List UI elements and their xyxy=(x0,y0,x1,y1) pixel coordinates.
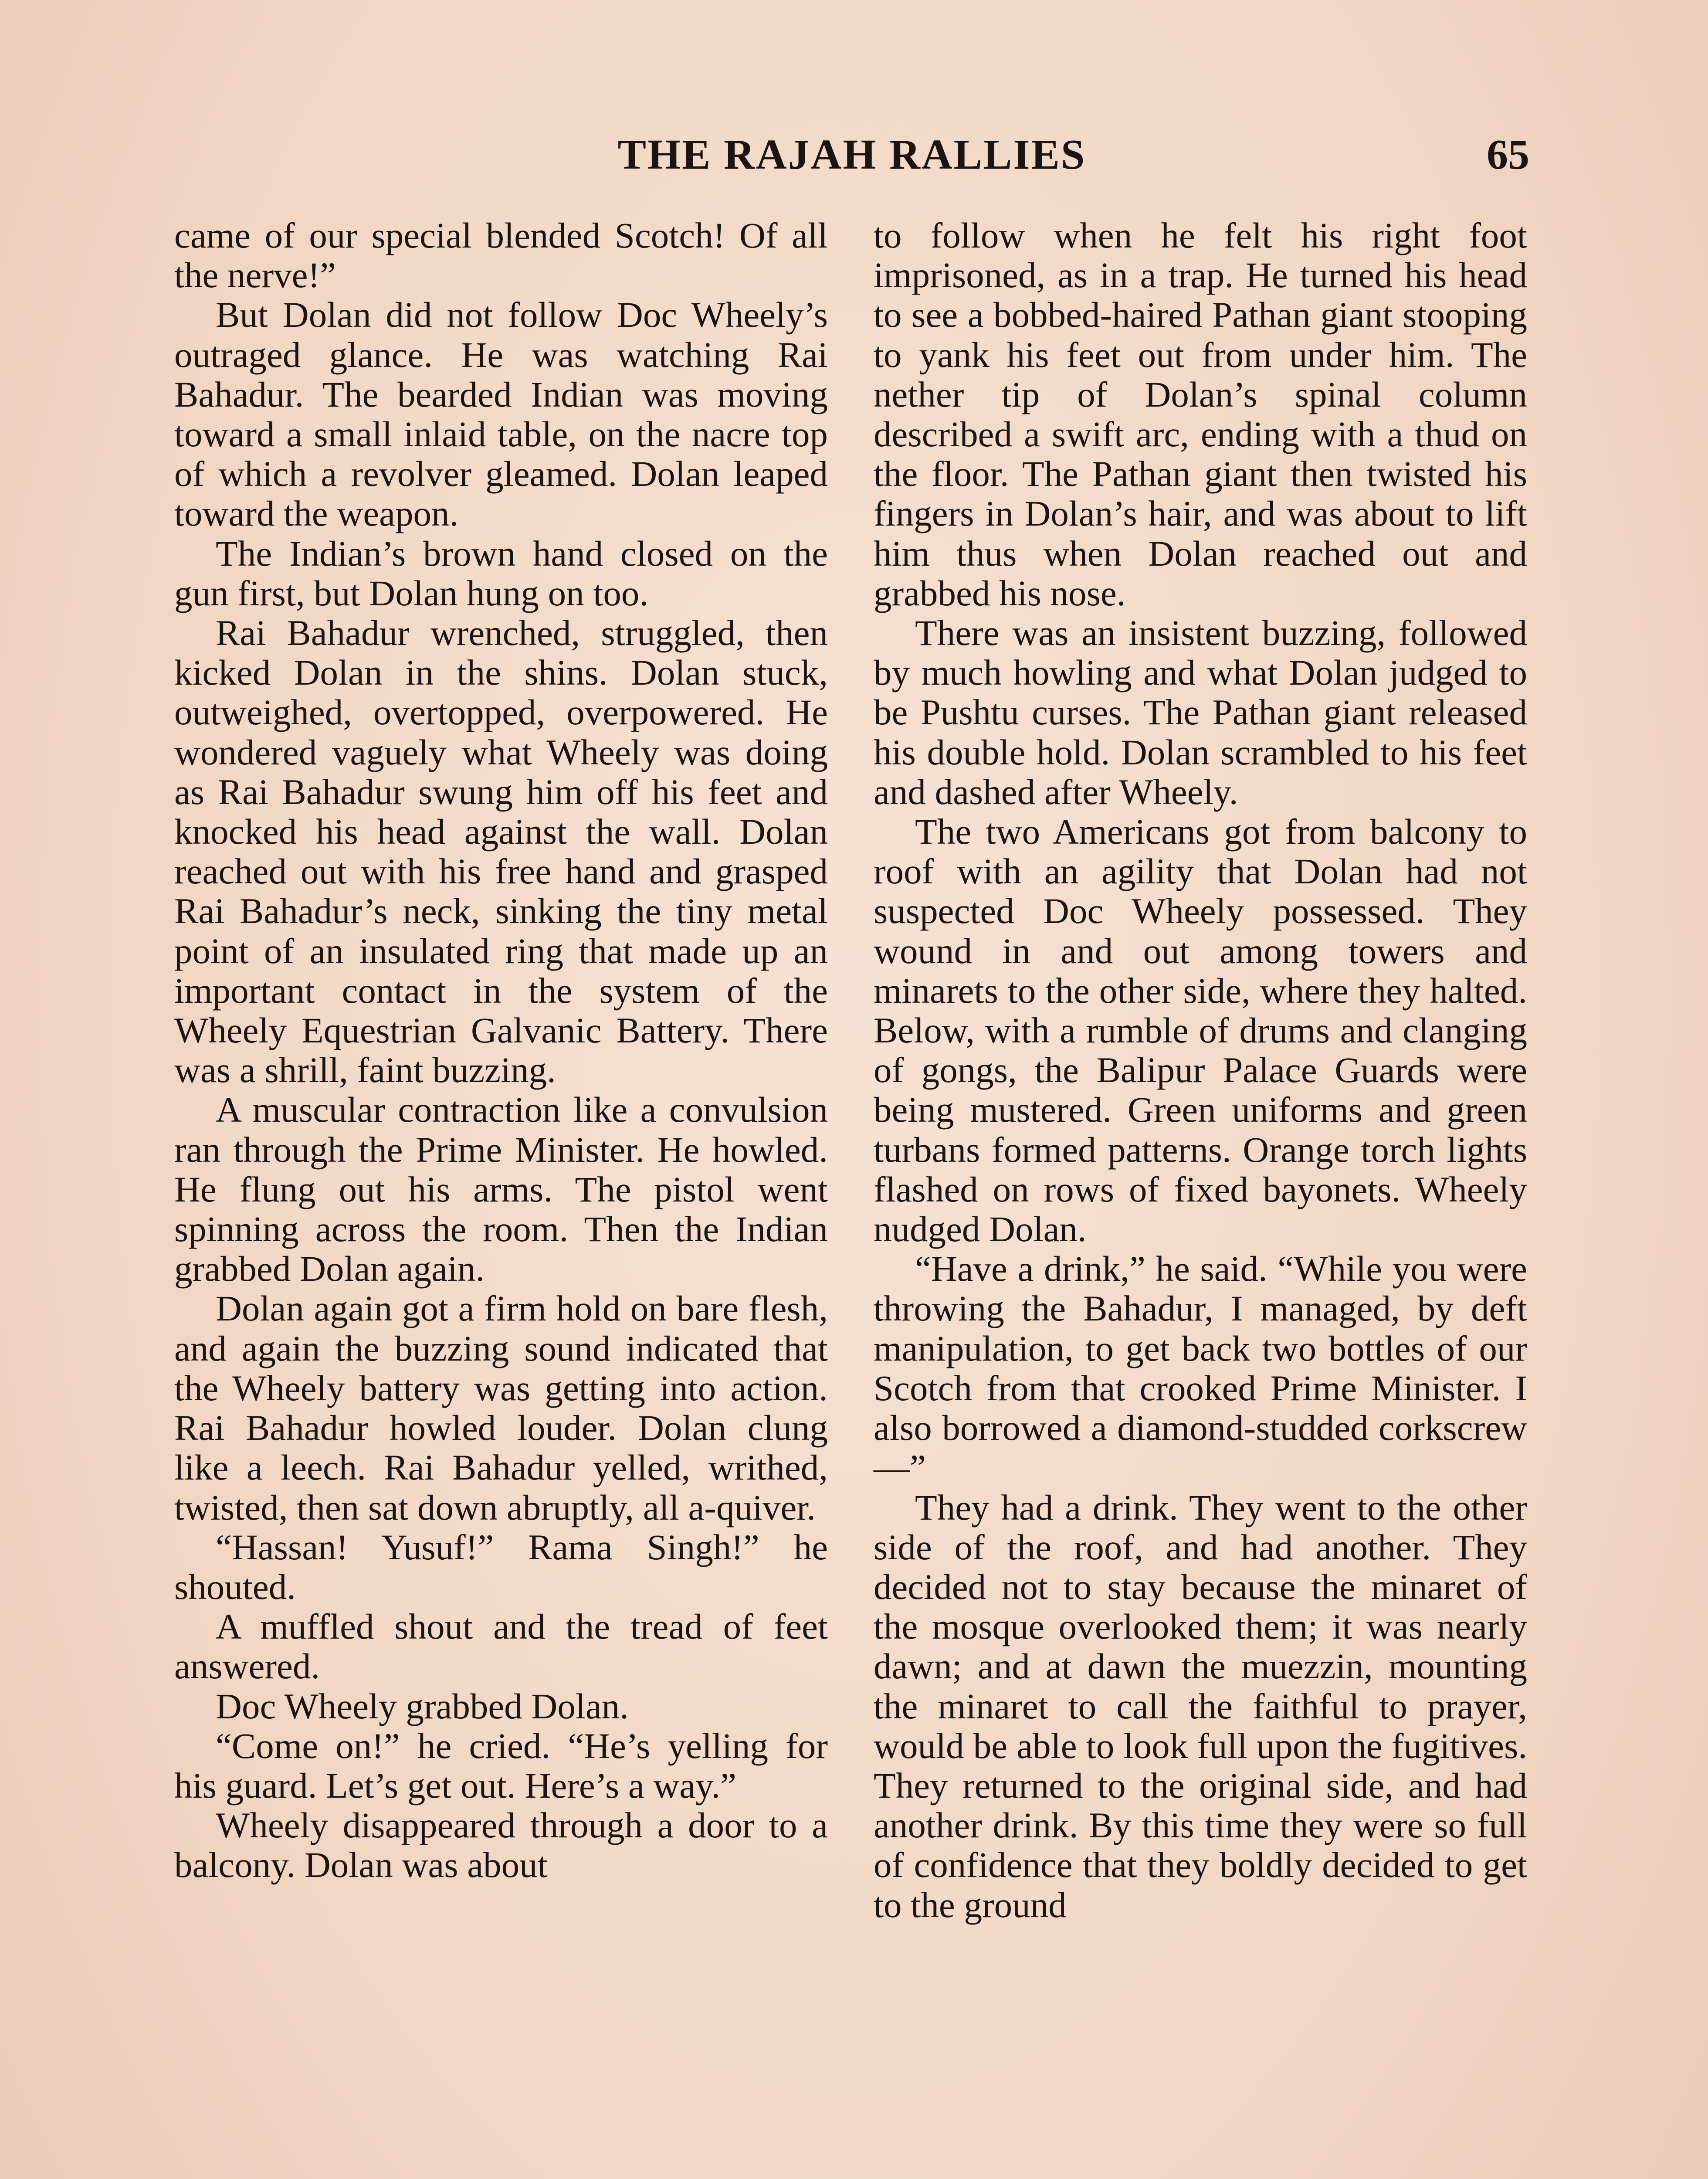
paragraph: came of our special blended Scotch! Of all the nerve!” xyxy=(174,215,828,295)
left-column xyxy=(174,216,828,1885)
page-number: 65 xyxy=(1487,131,1529,178)
running-title: THE RAJAH RALLIES xyxy=(617,131,1086,178)
page-header xyxy=(174,126,1529,187)
paragraph: A muffled shout and the tread of feet answered. xyxy=(174,1606,828,1687)
paragraph: to follow when he felt his right foot imprisoned, as in a trap. He turned his head to see a bobbed-haired Pathan giant stooping to yank his feet out from under him. The nether tip of Dolan’s spinal column described a swift arc, ending with a thud on the floor. The Pathan giant then twisted his fingers in Dolan’s hair, and was about to lift him thus when Dolan reached out and grabbed his nose. xyxy=(874,215,1527,613)
paragraph: Dolan again got a firm hold on bare flesh, and again the buzzing sound indicated that the Wheely battery was getting into action. Rai Bahadur howled louder. Dolan clung like a leech. Rai Bahadur yelled, writhed, twisted, then sat down abruptly, all a-quiver. xyxy=(174,1288,828,1527)
right-column xyxy=(874,216,1527,1925)
paragraph: “Hassan! Yusuf!” Rama Singh!” he shouted. xyxy=(174,1527,828,1607)
paragraph: Wheely disappeared through a door to a balcony. Dolan was about xyxy=(174,1805,828,1885)
paragraph: Rai Bahadur wrenched, struggled, then kicked Dolan in the shins. Dolan stuck, outweighed, overtopped, overpowered. He wondered vaguely what Wheely was doing as Rai Bahadur swung him off his feet and knocked his head against the wall. Dolan reached out with his free hand and grasped Rai Bahadur’s neck, sinking the tiny metal point of an insulated ring that made up an important contact in the system of the Wheely Equestrian Galvanic Battery. There was a shrill, faint buzzing. xyxy=(174,613,828,1090)
paragraph: A muscular contraction like a convulsion ran through the Prime Minister. He howled. He flung out his arms. The pistol went spinning across the room. Then the Indian grabbed Dolan again. xyxy=(174,1090,828,1289)
paragraph: There was an insistent buzzing, followed by much howling and what Dolan judged to be Pushtu curses. The Pathan giant released his double hold. Dolan scrambled to his feet and dashed after Wheely. xyxy=(874,613,1527,812)
paragraph: But Dolan did not follow Doc Wheely’s outraged glance. He was watching Rai Bahadur. The bearded Indian was moving toward a small inlaid table, on the nacre top of which a revolver gleamed. Dolan leaped toward the weapon. xyxy=(174,295,828,534)
paragraph: Doc Wheely grabbed Dolan. xyxy=(216,1686,629,1726)
paragraph: “Come on!” he cried. “He’s yelling for his guard. Let’s get out. Here’s a way.” xyxy=(174,1725,828,1806)
paragraph: The Indian’s brown hand closed on the gun first, but Dolan hung on too. xyxy=(174,533,828,613)
paragraph: “Have a drink,” he said. “While you were throwing the Bahadur, I managed, by deft manipulation, to get back two bottles of our Scotch from that crooked Prime Minister. I also borrowed a diamond-studded corkscrew—” xyxy=(874,1249,1527,1488)
paragraph: They had a drink. They went to the other side of the roof, and had another. They decided not to stay because the minaret of the mosque overlooked them; it was nearly dawn; and at dawn the muezzin, mounting the minaret to call the faithful to prayer, would be able to look full upon the fugitives. They returned to the original side, and had another drink. By this time they were so full of confidence that they boldly decided to get to the ground xyxy=(874,1487,1527,1925)
paragraph: The two Americans got from balcony to roof with an agility that Dolan had not suspected Doc Wheely possessed. They wound in and out among towers and minarets to the other side, where they halted. Below, with a rumble of drums and clanging of gongs, the Balipur Palace Guards were being mustered. Green uniforms and green turbans formed patterns. Orange torch lights flashed on rows of fixed bayonets. Wheely nudged Dolan. xyxy=(874,811,1527,1249)
